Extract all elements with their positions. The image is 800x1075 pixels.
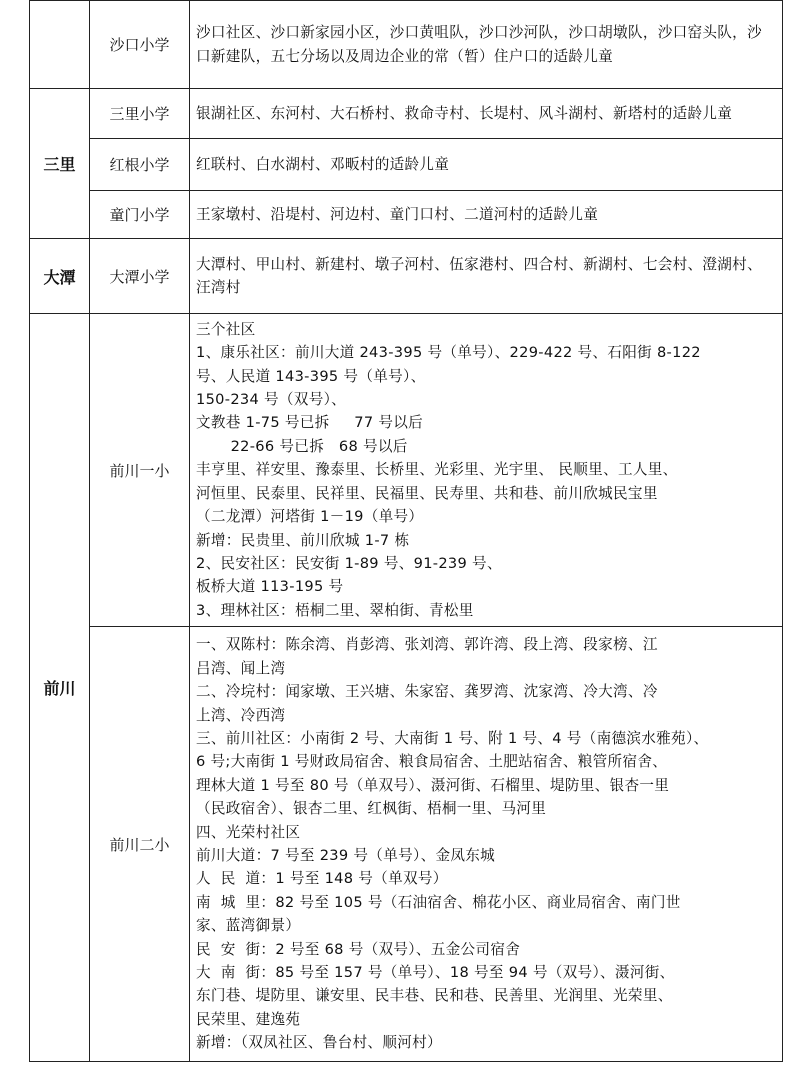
area-line: 四、光荣村社区 [196,823,301,841]
area-line: 东门巷、堤防里、谦安里、民丰巷、民和巷、民善里、光润里、光荣里、 [196,987,673,1005]
town-name: 三里 [30,89,90,239]
area-line: 理林大道 1 号至 80 号（单双号）、滠河街、石榴里、堤防里、银杏一里 [196,776,670,794]
town-name: 大潭 [30,239,90,314]
town-name: 前川 [30,314,90,1062]
area-line: （二龙潭）河塔街 1－19（单号） [196,508,424,526]
district-area-lines [190,314,783,627]
area-line: 民荣里、建逸苑 [196,1010,301,1028]
school-name: 红根小学 [90,139,190,191]
area-line: 二、冷垸村：闻家墩、王兴塘、朱家窑、龚罗湾、沈家湾、冷大湾、冷 [196,683,658,701]
table-row [30,139,783,191]
district-area: 王家墩村、沿堤村、河边村、童门口村、二道河村的适龄儿童 [190,191,783,239]
district-area: 银湖社区、东河村、大石桥村、救命寺村、长堤村、风斗湖村、新塔村的适龄儿童 [190,89,783,139]
area-line: 河恒里、民泰里、民祥里、民福里、民寿里、共和巷、前川欣城民宝里 [196,484,658,502]
area-line: 家、蓝湾御景） [196,917,301,935]
school-name: 沙口小学 [90,1,190,89]
area-line: 三、前川社区：小南街 2 号、大南街 1 号、附 1 号、4 号（南德滨水雅苑）、 [196,729,709,747]
table-row [30,239,783,314]
school-name: 大潭小学 [90,239,190,314]
school-name: 三里小学 [90,89,190,139]
school-name: 童门小学 [90,191,190,239]
school-name: 前川二小 [90,627,190,1062]
area-line: 号、人民道 143-395 号（单号）、 [196,367,426,385]
table-row [30,89,783,139]
school-name: 前川一小 [90,314,190,627]
area-line: 前川大道：7 号至 239 号（单号）、金凤东城 [196,847,496,864]
area-line: 板桥大道 113-195 号 [196,578,344,596]
table-row [30,191,783,239]
area-line: 新增：（双凤社区、鲁台村、顺河村） [196,1034,442,1052]
area-line: 丰亨里、祥安里、豫泰里、长桥里、光彩里、光宇里、 民顺里、工人里、 [196,461,678,479]
area-line: 大 南 街：85 号至 157 号（单号）、18 号至 94 号（双号）、滠河街、 [196,964,675,982]
district-area: 大潭村、甲山村、新建村、墩子河村、伍家港村、四合村、新湖村、七会村、澄湖村、汪湾村 [190,239,783,314]
area-line: 三个社区 [196,320,256,338]
area-line: 新增：民贵里、前川欣城 1-7 栋 [196,531,410,549]
district-area: 沙口社区、沙口新家园小区，沙口黄咀队，沙口沙河队，沙口胡墩队，沙口窑头队，沙口新建队，五七分场以及周边企业的常（暂）住户口的适龄儿童 [190,1,783,89]
area-line: 文教巷 1-75 号已拆 77 号以后 [196,414,424,432]
area-line: 3、理林社区：梧桐二里、翠柏街、青松里 [196,601,474,619]
table-row [30,314,783,627]
area-line: 上湾、冷西湾 [196,706,286,724]
school-district-table [29,0,783,1062]
area-line: 22-66 号已拆 68 号以后 [196,437,408,455]
table-row [30,627,783,1062]
area-line: 民 安 街：2 号至 68 号（双号）、五金公司宿舍 [196,940,521,958]
area-line: 6 号;大南街 1 号财政局宿舍、粮食局宿舍、土肥站宿舍、粮管所宿舍、 [196,753,668,771]
area-line: （民政宿舍）、银杏二里、红枫街、梧桐一里、马河里 [196,800,547,818]
area-line: 人 民 道：1 号至 148 号（单双号） [196,870,448,888]
district-area-lines [190,627,783,1062]
area-line: 南 城 里：82 号至 105 号（石油宿舍、棉花小区、商业局宿舍、南门世 [196,893,681,911]
area-line: 1、康乐社区：前川大道 243-395 号（单号）、229-422 号、石阳街 8-122 [196,344,701,362]
table-row [30,1,783,89]
area-line: 150-234 号（双号）、 [196,391,347,409]
town-cell-empty [30,1,90,89]
area-line: 吕湾、闻上湾 [196,659,286,677]
district-area: 红联村、白水湖村、邓畈村的适龄儿童 [190,139,783,191]
area-line: 一、双陈村：陈余湾、肖彭湾、张刘湾、郭许湾、段上湾、段家榜、江 [196,636,658,654]
area-line: 2、民安社区：民安街 1-89 号、91-239 号、 [196,554,502,572]
